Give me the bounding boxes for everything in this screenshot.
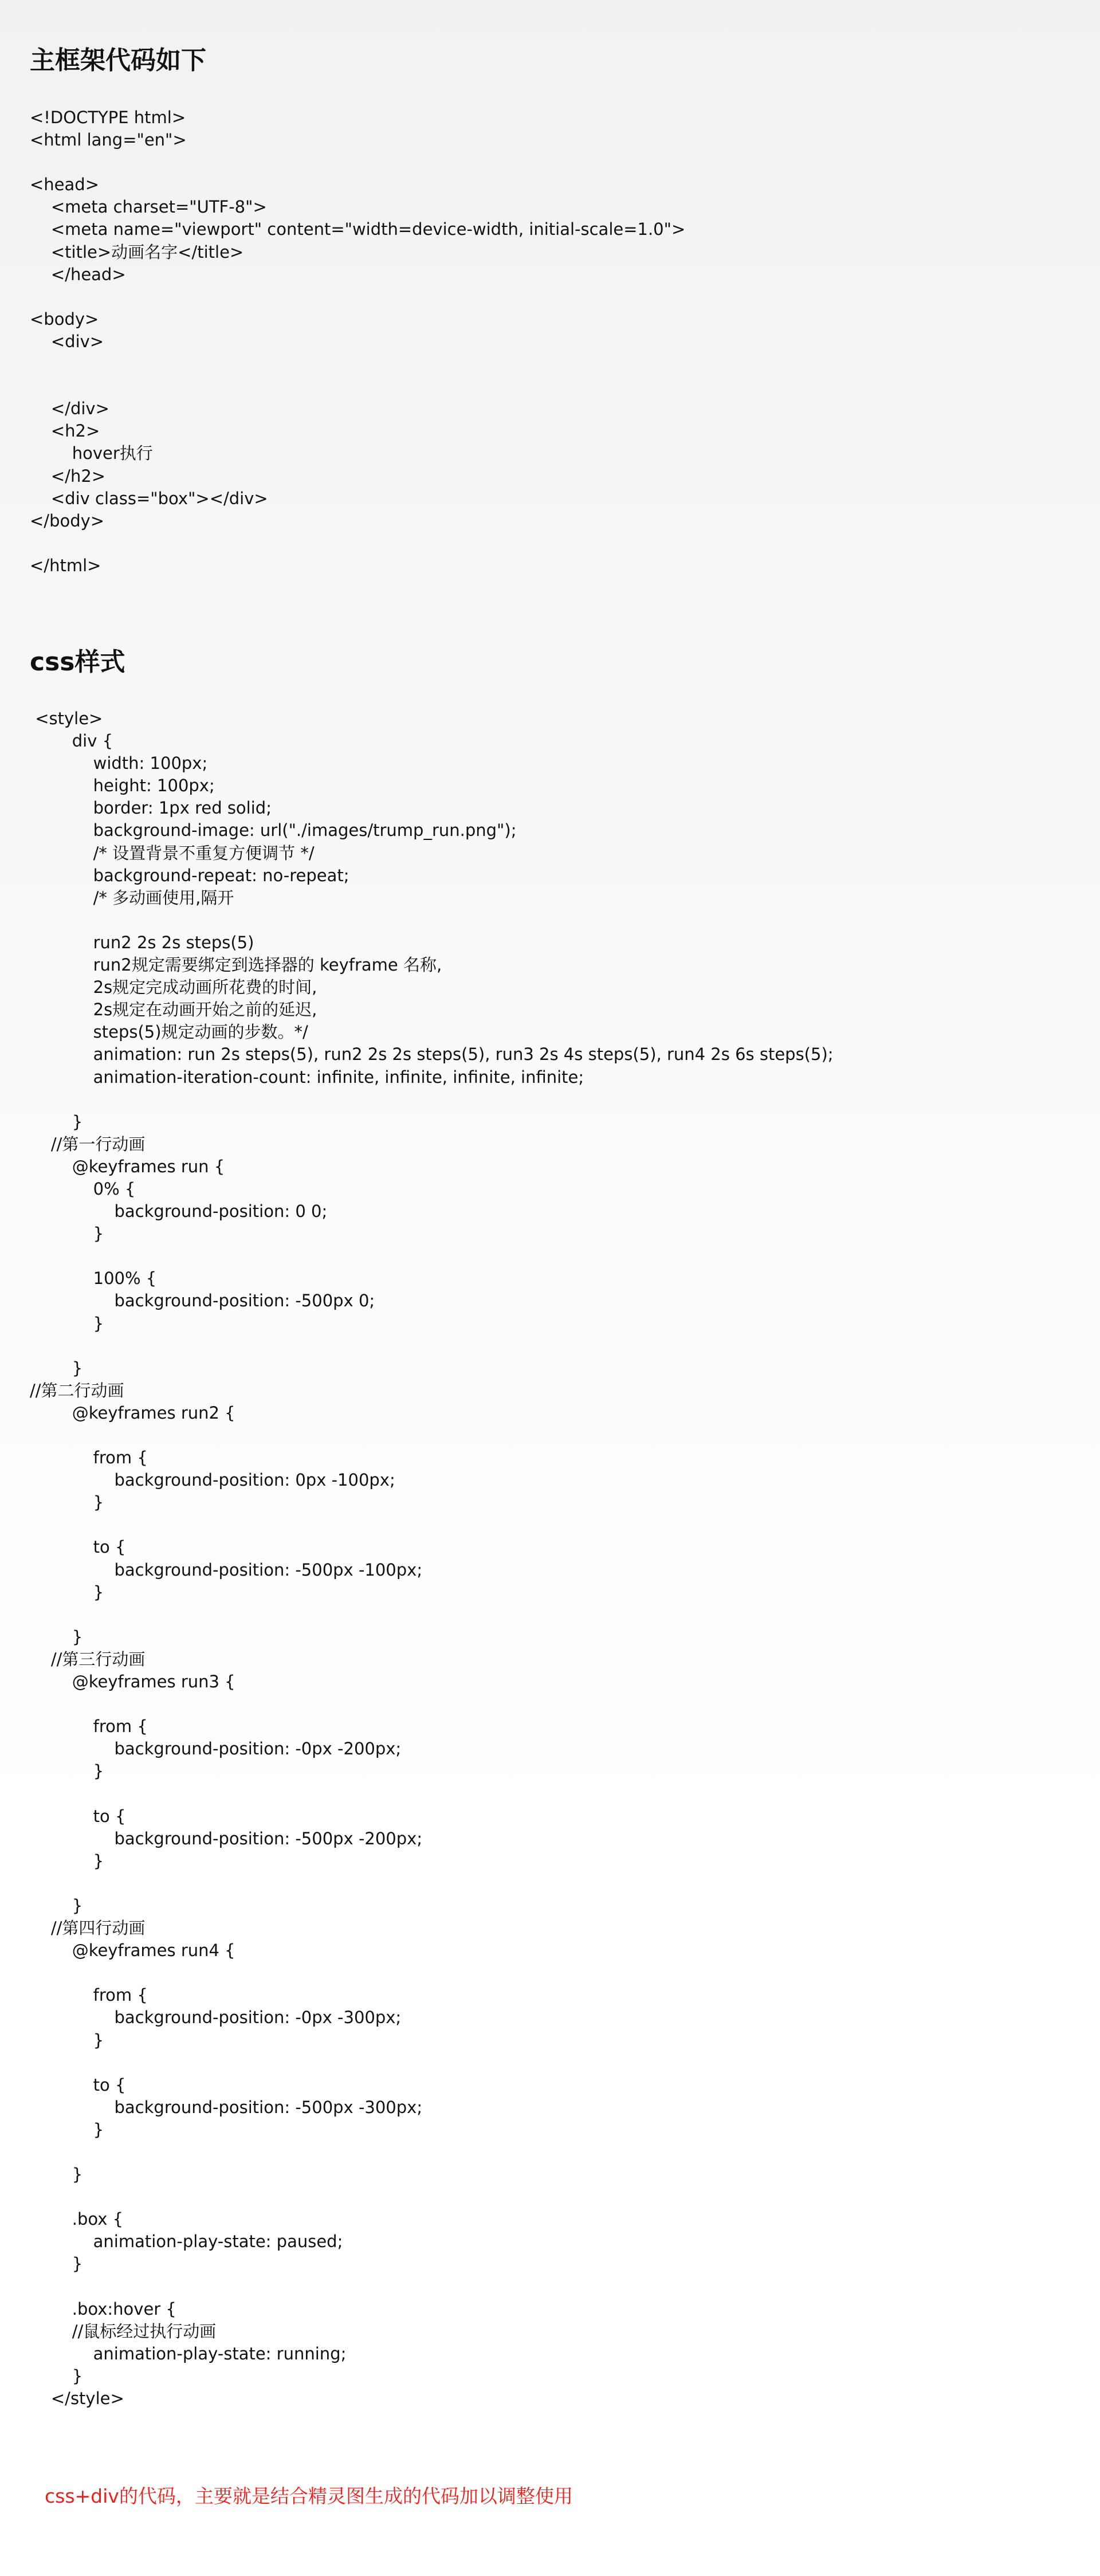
code-line: [30, 286, 685, 308]
code-line: hover执行: [30, 443, 153, 464]
code-line: [30, 1514, 834, 1536]
code-line: [30, 1693, 834, 1715]
code-line: height: 100px;: [30, 776, 215, 796]
code-line: run2规定需要绑定到选择器的 keyframe 名称,: [30, 955, 442, 975]
code-line: <h2>: [30, 421, 100, 441]
code-line: [30, 1962, 834, 1984]
code-line: }: [30, 2254, 83, 2274]
code-line: //第四行动画: [30, 1918, 146, 1938]
code-line: from {: [30, 1985, 148, 2005]
code-line: [30, 909, 834, 932]
code-line: background-position: -0px -200px;: [30, 1739, 402, 1759]
code-line: }: [30, 2165, 83, 2185]
code-line: @keyframes run3 {: [30, 1672, 235, 1692]
code-line: }: [30, 1224, 104, 1244]
code-line: [30, 151, 685, 174]
code-line: [30, 1424, 834, 1447]
code-line: width: 100px;: [30, 753, 208, 773]
code-line: animation-play-state: paused;: [30, 2232, 343, 2252]
code-line: }: [30, 2119, 104, 2139]
code-line: }: [30, 2030, 104, 2050]
code-line: background-position: -500px -200px;: [30, 1828, 423, 1848]
code-line: from {: [30, 1448, 148, 1468]
code-line: .box {: [30, 2209, 124, 2229]
code-line: run2 2s 2s steps(5): [30, 932, 254, 952]
code-line: }: [30, 2366, 83, 2386]
code-line: div {: [30, 731, 113, 751]
code-line: [30, 1335, 834, 1357]
code-line: <div class="box"></div>: [30, 488, 268, 508]
css-code-block: [30, 708, 834, 2410]
code-line: //第一行动画: [30, 1134, 146, 1154]
code-line: background-position: -500px -300px;: [30, 2097, 423, 2117]
code-line: @keyframes run4 {: [30, 1941, 235, 1961]
code-line: animation-iteration-count: infinite, infinite, infinite, infinite;: [30, 1067, 584, 1087]
code-line: }: [30, 1313, 104, 1333]
code-line: 2s规定在动画开始之前的延迟,: [30, 1000, 317, 1020]
code-line: [30, 2186, 834, 2208]
code-line: <body>: [30, 309, 99, 329]
code-line: from {: [30, 1717, 148, 1737]
code-line: <head>: [30, 175, 99, 195]
code-line: }: [30, 1627, 83, 1647]
code-line: }: [30, 1358, 83, 1378]
code-line: }: [30, 1851, 104, 1871]
code-line: </div>: [30, 399, 109, 419]
code-line: background-image: url("./images/trump_run.png");: [30, 820, 517, 841]
code-line: //第二行动画: [30, 1380, 124, 1400]
code-line: background-position: -500px -100px;: [30, 1560, 423, 1580]
code-line: .box:hover {: [30, 2299, 176, 2319]
code-line: </head>: [30, 264, 126, 284]
code-line: //鼠标经过执行动画: [30, 2321, 217, 2341]
code-line: animation-play-state: running;: [30, 2343, 347, 2363]
code-line: <style>: [30, 709, 103, 728]
css-style-heading: css样式: [30, 647, 125, 677]
code-line: <meta name="viewport" content="width=device-width, initial-scale=1.0">: [30, 219, 686, 239]
code-line: 0% {: [30, 1179, 136, 1199]
code-line: </html>: [30, 555, 101, 575]
code-line: [30, 2141, 834, 2163]
code-line: steps(5)规定动画的步数。*/: [30, 1022, 308, 1042]
code-line: }: [30, 1493, 104, 1513]
code-line: /* 设置背景不重复方便调节 */: [30, 843, 315, 863]
code-line: <!DOCTYPE html>: [30, 108, 186, 127]
code-line: animation: run 2s steps(5), run2 2s 2s steps(5), run3 2s 4s steps(5), run4 2s 6s steps(5);: [30, 1044, 834, 1065]
code-line: border: 1px red solid;: [30, 798, 272, 818]
code-line: to {: [30, 1806, 126, 1826]
main-frame-heading: 主框架代码如下: [30, 46, 206, 75]
code-line: [30, 1872, 834, 1895]
code-line: [30, 1604, 834, 1626]
code-line: //第三行动画: [30, 1649, 146, 1669]
code-line: <div>: [30, 331, 104, 351]
code-line: background-repeat: no-repeat;: [30, 865, 349, 885]
code-line: }: [30, 1582, 104, 1602]
code-line: [30, 1245, 834, 1267]
code-line: <html lang="en">: [30, 130, 187, 150]
code-line: [30, 532, 685, 555]
code-line: [30, 375, 685, 398]
footer-note: css+div的代码，主要就是结合精灵图生成的代码加以调整使用: [45, 2485, 573, 2507]
code-line: background-position: -500px 0;: [30, 1291, 375, 1311]
code-line: [30, 1783, 834, 1805]
code-line: @keyframes run2 {: [30, 1403, 235, 1423]
code-line: [30, 1089, 834, 1111]
code-line: /* 多动画使用,隔开: [30, 888, 234, 908]
code-line: }: [30, 1761, 104, 1781]
code-line: 100% {: [30, 1269, 157, 1289]
code-line: to {: [30, 1537, 126, 1557]
code-line: [30, 2052, 834, 2074]
code-line: background-position: 0px -100px;: [30, 1470, 395, 1490]
code-line: background-position: -0px -300px;: [30, 2008, 402, 2028]
code-line: </body>: [30, 511, 105, 531]
code-line: }: [30, 1112, 83, 1132]
code-line: @keyframes run {: [30, 1156, 225, 1176]
code-line: [30, 353, 685, 375]
code-line: background-position: 0 0;: [30, 1201, 328, 1222]
code-line: </style>: [30, 2389, 124, 2409]
code-line: }: [30, 1895, 83, 1915]
code-line: <title>动画名字</title>: [30, 242, 244, 262]
code-line: 2s规定完成动画所花费的时间,: [30, 977, 317, 998]
code-line: to {: [30, 2075, 126, 2095]
code-line: </h2>: [30, 466, 106, 486]
code-line: <meta charset="UTF-8">: [30, 197, 267, 217]
code-line: [30, 2276, 834, 2298]
html-code-block: [30, 107, 685, 577]
